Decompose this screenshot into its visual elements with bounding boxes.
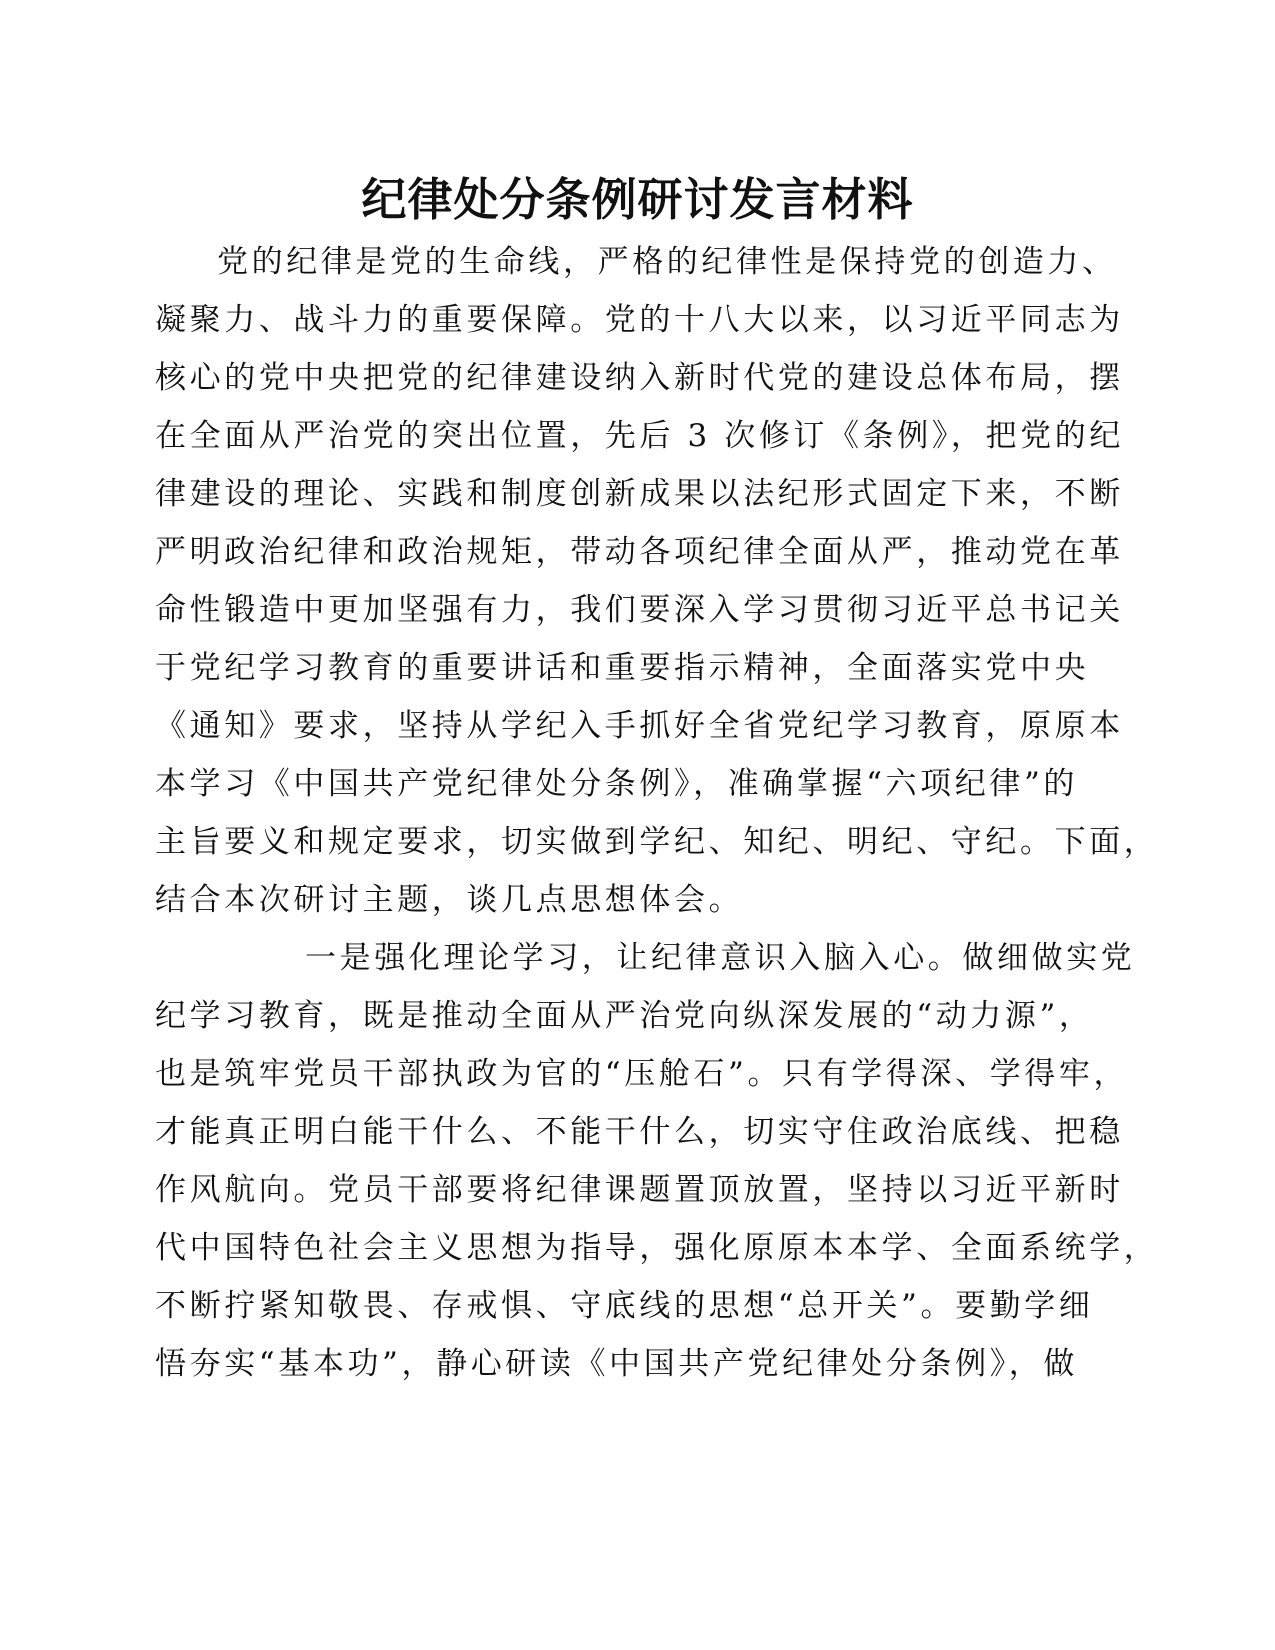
paragraph-2-line: 悟夯实“基本功”，静心研读《中国共产党纪律处分条例》，做 [155, 1346, 1078, 1382]
paragraph-1-line: 本学习《中国共产党纪律处分条例》，准确掌握“六项纪律”的 [155, 766, 1078, 802]
paragraph-2-line: 不断拧紧知敬畏、存戒惧、守底线的思想“总开关”。要勤学细 [155, 1288, 1094, 1324]
paragraph-1-line: 核心的党中央把党的纪律建设纳入新时代党的建设总体布局，摆 [155, 360, 1124, 396]
paragraph-1-line: 于党纪学习教育的重要讲话和重要指示精神，全面落实党中央 [155, 650, 1090, 686]
paragraph-1-line: 律建设的理论、实践和制度创新成果以法纪形式固定下来，不断 [155, 476, 1124, 512]
paragraph-2-line: 作风航向。党员干部要将纪律课题置顶放置，坚持以习近平新时 [155, 1172, 1124, 1208]
paragraph-1-line: 主旨要义和规定要求，切实做到学纪、知纪、明纪、守纪。下面， [155, 824, 1159, 860]
paragraph-1-line: 结合本次研讨主题，谈几点思想体会。 [155, 882, 744, 918]
paragraph-1-line: 在全面从严治党的突出位置，先后 3 次修订《条例》，把党的纪 [155, 418, 1124, 454]
paragraph-1-line: 党的纪律是党的生命线，严格的纪律性是保持党的创造力、 [217, 244, 1117, 280]
paragraph-2-line: 也是筑牢党员干部执政为官的“压舱石”。只有学得深、学得牢， [155, 1056, 1129, 1092]
document-body [155, 233, 1159, 1393]
paragraph-1-line: 凝聚力、战斗力的重要保障。党的十八大以来，以习近平同志为 [155, 302, 1124, 338]
paragraph-1-line: 《通知》要求，坚持从学纪入手抓好全省党纪学习教育，原原本 [155, 708, 1124, 744]
paragraph-2-line: 才能真正明白能干什么、不能干什么，切实守住政治底线、把稳 [155, 1114, 1124, 1150]
paragraph-2-line: 代中国特色社会主义思想为指导，强化原原本本学、全面系统学， [155, 1230, 1159, 1266]
paragraph-1-line: 严明政治纪律和政治规矩，带动各项纪律全面从严，推动党在革 [155, 534, 1124, 570]
document-title: 纪律处分条例研讨发言材料 [361, 173, 914, 226]
paragraph-1-line: 命性锻造中更加坚强有力，我们要深入学习贯彻习近平总书记关 [155, 592, 1124, 628]
paragraph-2-line: 一是强化理论学习，让纪律意识入脑入心。做细做实党 [305, 940, 1136, 976]
paragraph-2-line: 纪学习教育，既是推动全面从严治党向纵深发展的“动力源”， [155, 998, 1094, 1034]
